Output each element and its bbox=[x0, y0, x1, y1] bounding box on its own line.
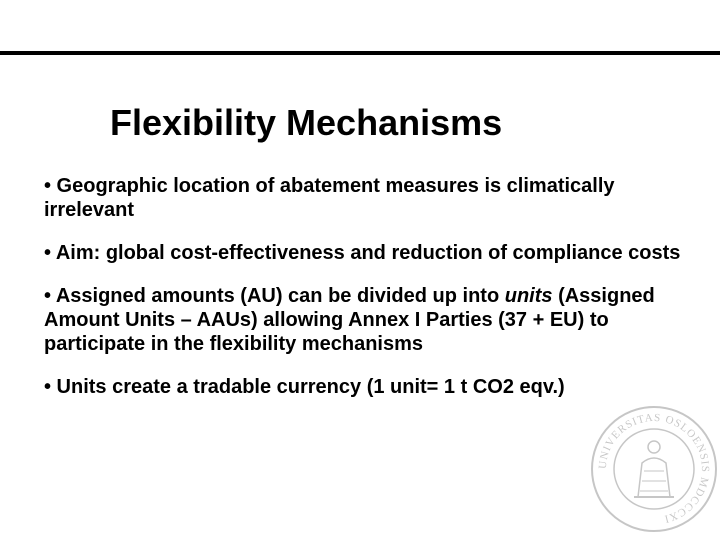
bullet-item: • Aim: global cost-effectiveness and reduction of compliance costs bbox=[44, 242, 681, 264]
units-emphasis: units bbox=[504, 285, 553, 307]
seal-lettering: UNIVERSITAS OSLOENSIS MDCCCXI bbox=[596, 411, 712, 525]
top-divider bbox=[0, 51, 720, 55]
bullet-item: • Units create a tradable currency (1 unit= 1 t CO2 eqv.) bbox=[44, 376, 565, 398]
university-seal-icon bbox=[590, 405, 718, 533]
bullet-item: • Geographic location of abatement measures is climatically irrelevant bbox=[44, 175, 615, 221]
bullet-list bbox=[44, 174, 694, 418]
slide-title: Flexibility Mechanisms bbox=[110, 102, 503, 143]
bullet-item: • Assigned amounts (AU) can be divided up into units (Assigned Amount Units – AAUs) allowing Annex I Parties (37 + EU) to participate in the flexibility mechanisms bbox=[44, 285, 655, 355]
